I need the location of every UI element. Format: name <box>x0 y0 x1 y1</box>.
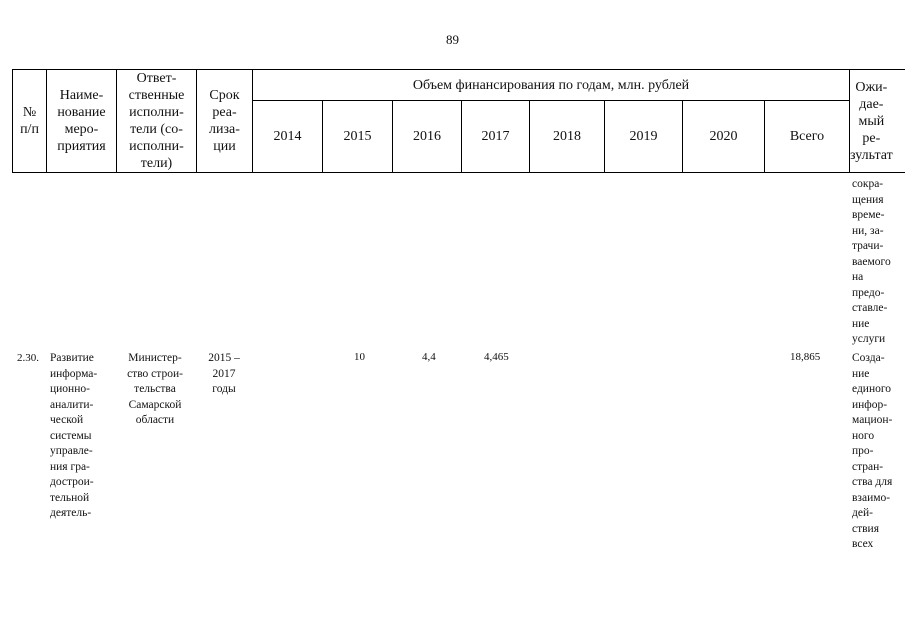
value-total: 18,865 <box>790 351 821 363</box>
year-2014-header: 2014 <box>273 129 302 144</box>
row-term: 2015 – 2017 годы <box>208 352 240 395</box>
continued-result-text: сокра- щения време- ни, за- трачи- ваемого на предо- ставле- ние услуги <box>852 178 891 345</box>
total-header: Всего <box>789 129 825 144</box>
value-2015: 10 <box>354 351 365 363</box>
col-responsible-header: Ответ- ственные исполни- тели (со- исполни- тели) <box>128 71 185 171</box>
col-result-header: Ожи- дае- мый ре- зультат <box>850 79 893 163</box>
col-term-header: Срок реа- лиза- ции <box>209 88 240 154</box>
year-2017-header: 2017 <box>481 129 510 144</box>
funding-header: Объем финансирования по годам, млн. рублей <box>412 77 690 93</box>
year-2018-header: 2018 <box>553 129 581 144</box>
row-name: Развитие информа- ционно- аналити- ческой системы управле- ния гра- дострои- тельной деятель- <box>50 352 98 519</box>
value-2017: 4,465 <box>484 351 509 363</box>
value-2016: 4,4 <box>422 351 436 363</box>
header-bottom-rule <box>12 172 905 173</box>
year-2016-header: 2016 <box>413 129 441 144</box>
col-number-header: № п/п <box>20 105 39 137</box>
year-2019-header: 2019 <box>629 129 658 144</box>
col-name-header: Наиме- нование меро- приятия <box>57 88 106 154</box>
year-2020-header: 2020 <box>709 129 738 144</box>
row-result: Созда- ние единого инфор- мацион- ного про- стран- ства для взаимо- дей- ствия всех <box>852 352 893 550</box>
table-header <box>12 69 905 173</box>
page-number: 89 <box>446 32 459 47</box>
year-2015-header: 2015 <box>343 129 372 144</box>
row-responsible: Министер- ство строи- тельства Самарской области <box>127 352 183 426</box>
row-number: 2.30. <box>17 352 39 364</box>
